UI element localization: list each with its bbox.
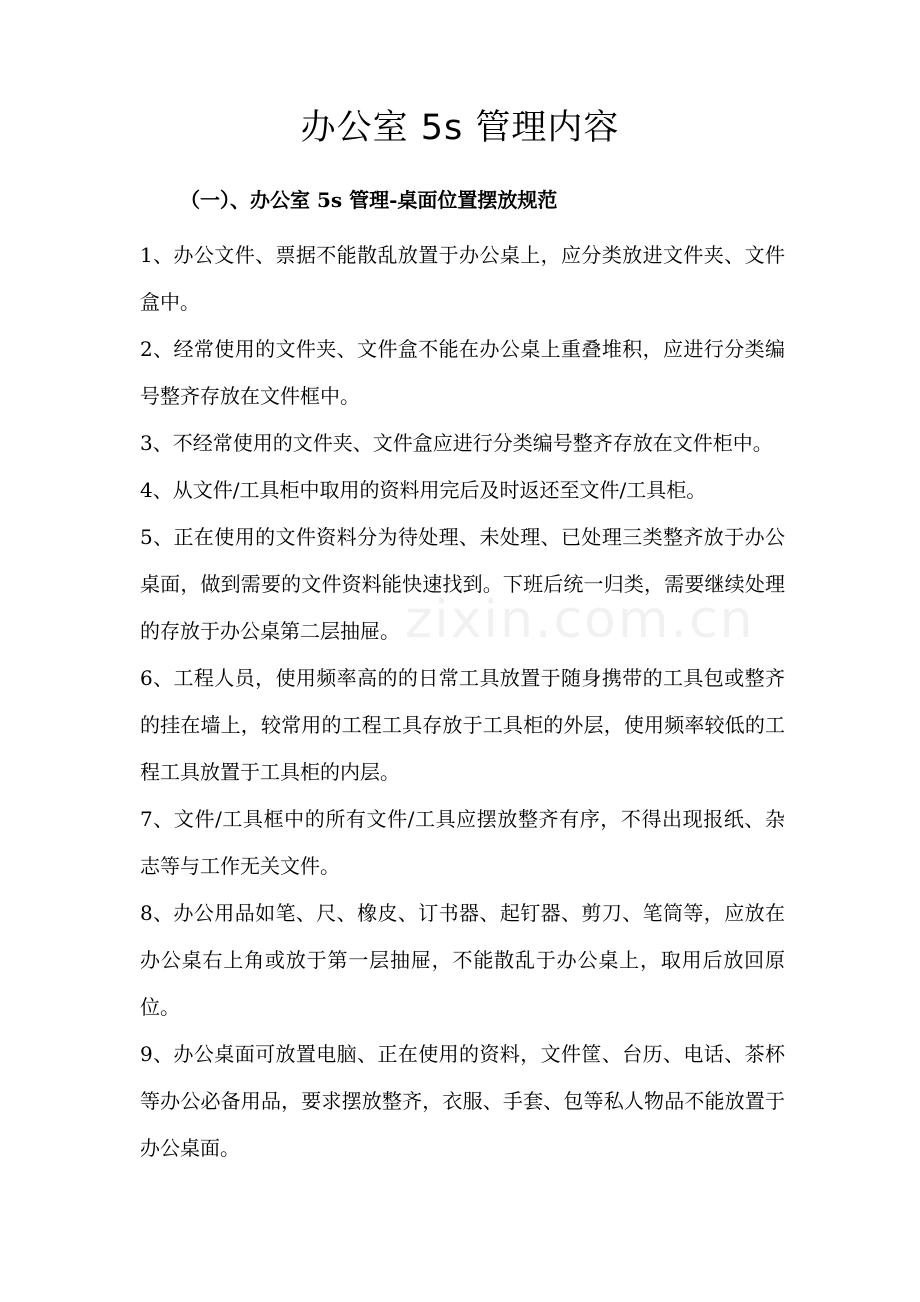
paragraph-3: 3、不经常使用的文件夹、文件盒应进行分类编号整齐存放在文件柜中。	[140, 431, 773, 455]
paragraph-4: 4、从文件/工具柜中取用的资料用完后及时返还至文件/工具柜。	[140, 478, 707, 502]
paragraph-5: 5、正在使用的文件资料分为待处理、未处理、已处理三类整齐放于办公桌面，做到需要的文件资料能快速找到。下班后统一归类，需要继续处理的存放于办公桌第二层抽屉。	[140, 525, 785, 643]
paragraph-2: 2、经常使用的文件夹、文件盒不能在办公桌上重叠堆积，应进行分类编号整齐存放在文件框中。	[140, 337, 785, 408]
watermark: zixin.com.cn	[405, 590, 755, 650]
paragraph-1: 1、办公文件、票据不能散乱放置于办公桌上，应分类放进文件夹、文件盒中。	[140, 243, 785, 314]
document-body	[140, 232, 785, 1172]
paragraph-7: 7、文件/工具框中的所有文件/工具应摆放整齐有序，不得出现报纸、杂志等与工作无关文件。	[140, 807, 785, 878]
paragraph-9: 9、办公桌面可放置电脑、正在使用的资料，文件筐、台历、电话、茶杯等办公必备用品，要求摆放整齐，衣服、手套、包等私人物品不能放置于办公桌面。	[140, 1042, 785, 1160]
paragraph-6: 6、工程人员，使用频率高的的日常工具放置于随身携带的工具包或整齐的挂在墙上，较常用的工程工具存放于工具柜的外层，使用频率较低的工程工具放置于工具柜的内层。	[140, 666, 785, 784]
document-title: 办公室 5s 管理内容	[300, 108, 620, 148]
paragraph-8: 8、办公用品如笔、尺、橡皮、订书器、起钉器、剪刀、笔筒等，应放在办公桌右上角或放于第一层抽屉，不能散乱于办公桌上，取用后放回原位。	[140, 901, 785, 1019]
section-heading: （一）、办公室 5s 管理-桌面位置摆放规范	[180, 188, 558, 212]
